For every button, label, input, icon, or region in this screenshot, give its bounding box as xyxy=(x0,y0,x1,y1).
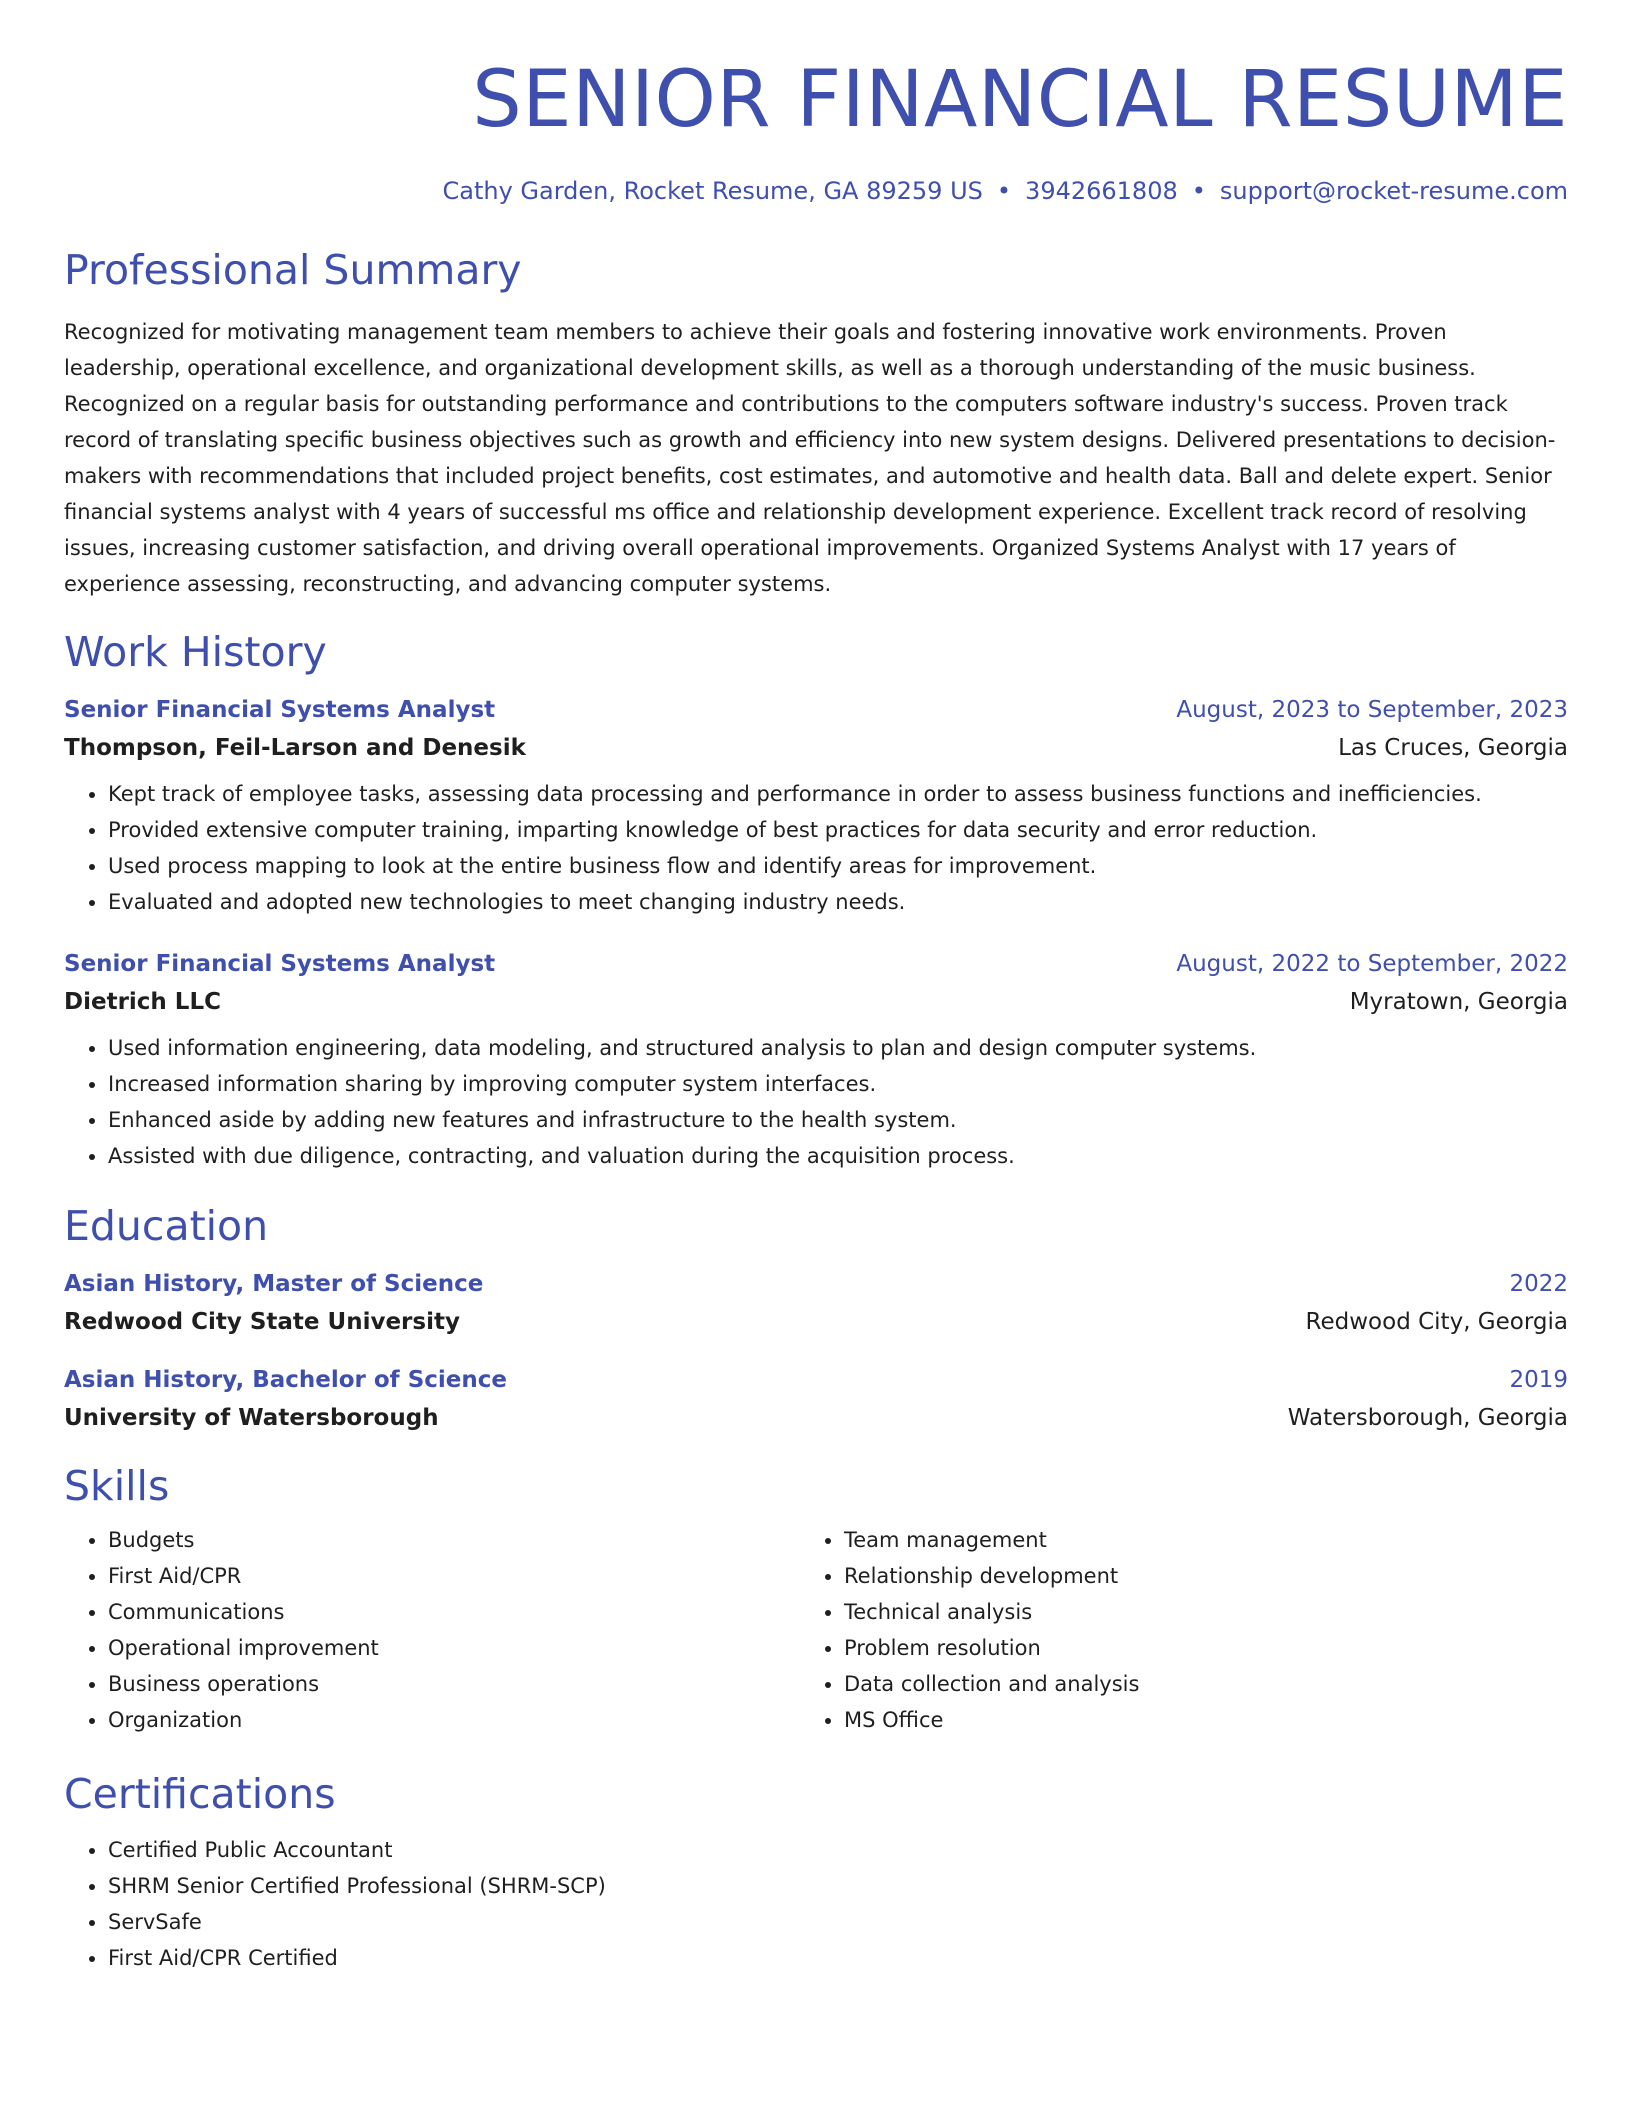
work-entry xyxy=(64,948,1568,1174)
skills-list-left xyxy=(64,1522,800,1738)
skill-item: • Organization xyxy=(108,1702,800,1738)
job-location: Las Cruces, Georgia xyxy=(1338,735,1568,761)
contact-phone: 3942661808 xyxy=(1025,177,1178,205)
degree: Asian History, Bachelor of Science xyxy=(64,1367,507,1393)
list-item: • Used process mapping to look at the entire business flow and identify areas for improvement. xyxy=(108,848,1568,884)
graduation-year: 2019 xyxy=(1509,1367,1568,1393)
job-duties-list xyxy=(64,1030,1568,1174)
job-title: Senior Financial Systems Analyst xyxy=(64,951,496,977)
summary-text: Recognized for motivating management team members to achieve their goals and fostering innovative work environments. Proven leadership, operational excellence, and organizational development skills, as well as a thorough understanding of the music business. Recognized on a regular basis for outstanding performance and contributions to the computers software industry's success. Proven track record of translating specific business objectives such as growth and efficiency into new system designs. Delivered presentations to decision-makers with recommendations that included project benefits, cost estimates, and automotive and health data. Ball and delete expert. Senior financial systems analyst with 4 years of successful ms office and relationship development experience. Excellent track record of resolving issues, increasing customer satisfaction, and driving overall operational improvements. Organized Systems Analyst with 17 years of experience assessing, reconstructing, and advancing computer systems. xyxy=(64,320,1556,596)
list-item: • Used information engineering, data modeling, and structured analysis to plan and design computer systems. xyxy=(108,1030,1568,1066)
contact-line xyxy=(64,176,1568,206)
education-entry xyxy=(64,1364,1568,1434)
list-item: • Assisted with due diligence, contracting, and valuation during the acquisition process. xyxy=(108,1138,1568,1174)
company-name: Thompson, Feil-Larson and Denesik xyxy=(64,735,526,761)
skills-grid xyxy=(64,1522,1568,1738)
resume-title: SENIOR FINANCIAL RESUME xyxy=(472,55,1568,145)
work-entry-header xyxy=(64,948,1568,980)
contact-email[interactable]: support@rocket-resume.com xyxy=(1219,177,1568,205)
contact-separator: • xyxy=(996,177,1012,205)
job-dates: August, 2023 to September, 2023 xyxy=(1176,697,1568,723)
skill-item: • Problem resolution xyxy=(844,1630,1536,1666)
skill-item: • Technical analysis xyxy=(844,1594,1536,1630)
company-name: Dietrich LLC xyxy=(64,989,222,1015)
certification-item: • ServSafe xyxy=(108,1904,1568,1940)
work-entry-subheader xyxy=(64,732,1568,764)
skill-item: • Communications xyxy=(108,1594,800,1630)
work-entry-header xyxy=(64,694,1568,726)
list-item: • Enhanced aside by adding new features and infrastructure to the health system. xyxy=(108,1102,1568,1138)
school-name: University of Watersborough xyxy=(64,1405,439,1431)
section-title-education: Education xyxy=(64,1202,269,1250)
certification-item: • Certified Public Accountant xyxy=(108,1832,1568,1868)
skills-list-right xyxy=(800,1522,1536,1738)
skill-item: • First Aid/CPR xyxy=(108,1558,800,1594)
school-location: Redwood City, Georgia xyxy=(1305,1309,1568,1335)
skill-item: • Team management xyxy=(844,1522,1536,1558)
skill-item: • Business operations xyxy=(108,1666,800,1702)
skill-item: • Operational improvement xyxy=(108,1630,800,1666)
contact-address: Cathy Garden, Rocket Resume, GA 89259 US xyxy=(442,177,983,205)
degree: Asian History, Master of Science xyxy=(64,1271,484,1297)
job-location: Myratown, Georgia xyxy=(1349,989,1568,1015)
graduation-year: 2022 xyxy=(1509,1271,1568,1297)
contact-separator: • xyxy=(1191,177,1206,205)
education-entry-subheader xyxy=(64,1402,1568,1434)
list-item: • Increased information sharing by improving computer system interfaces. xyxy=(108,1066,1568,1102)
skill-item: • MS Office xyxy=(844,1702,1536,1738)
skill-item: • Data collection and analysis xyxy=(844,1666,1536,1702)
school-location: Watersborough, Georgia xyxy=(1287,1405,1568,1431)
education-entry-header xyxy=(64,1364,1568,1396)
list-item: • Provided extensive computer training, imparting knowledge of best practices for data security and error reduction. xyxy=(108,812,1568,848)
resume-header xyxy=(64,52,1568,206)
skill-item: • Relationship development xyxy=(844,1558,1536,1594)
section-title-certifications: Certifications xyxy=(64,1770,336,1818)
certification-item: • SHRM Senior Certified Professional (SHRM-SCP) xyxy=(108,1868,1568,1904)
certifications-list xyxy=(64,1832,1568,1976)
list-item: • Evaluated and adopted new technologies to meet changing industry needs. xyxy=(108,884,1568,920)
list-item: • Kept track of employee tasks, assessing data processing and performance in order to assess business functions and inefficiencies. xyxy=(108,776,1568,812)
section-title-summary: Professional Summary xyxy=(64,246,522,294)
certification-item: • First Aid/CPR Certified xyxy=(108,1940,1568,1976)
section-title-skills: Skills xyxy=(64,1462,170,1510)
school-name: Redwood City State University xyxy=(64,1309,460,1335)
section-title-work-history: Work History xyxy=(64,628,327,676)
education-entry-subheader xyxy=(64,1306,1568,1338)
job-duties-list xyxy=(64,776,1568,920)
work-entry xyxy=(64,694,1568,920)
work-entry-subheader xyxy=(64,986,1568,1018)
job-title: Senior Financial Systems Analyst xyxy=(64,697,496,723)
job-dates: August, 2022 to September, 2022 xyxy=(1176,951,1568,977)
education-entry-header xyxy=(64,1268,1568,1300)
education-entry xyxy=(64,1268,1568,1338)
skill-item: • Budgets xyxy=(108,1522,800,1558)
